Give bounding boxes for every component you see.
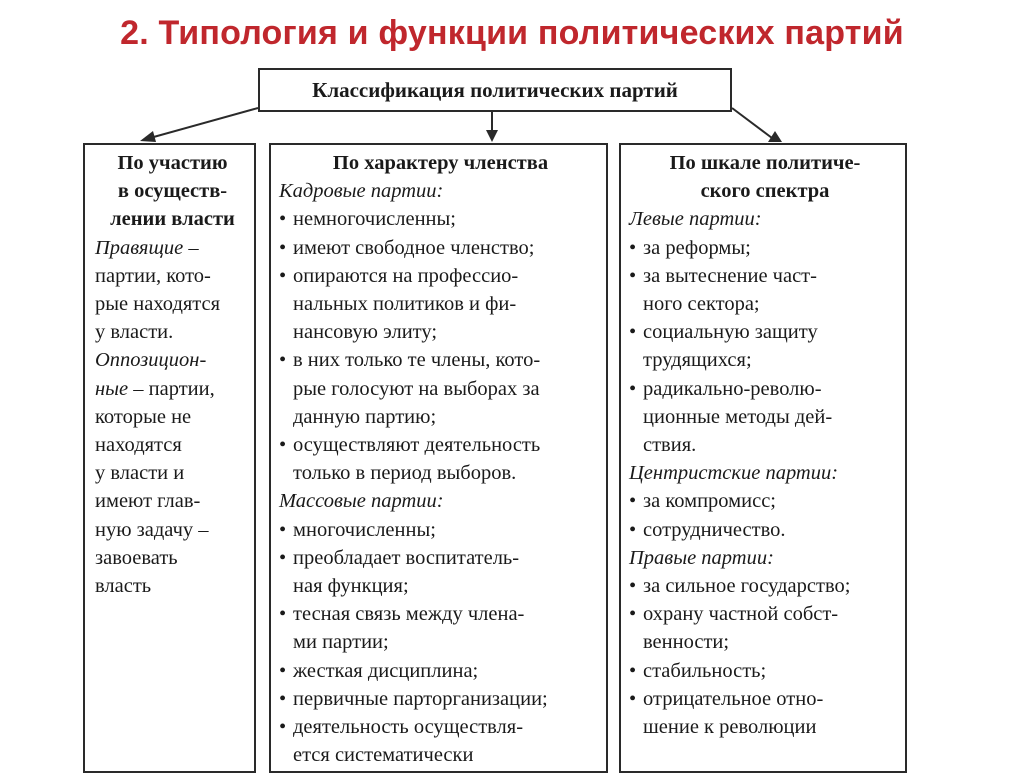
arrowhead-left-icon <box>140 131 156 142</box>
bullet-item: • за компромисс; <box>629 487 901 515</box>
bullet-item: • радикально-револю- <box>629 375 901 403</box>
arrow-right-icon <box>732 108 772 138</box>
column-heading <box>629 149 901 205</box>
bullet-item: • за сильное государство; <box>629 572 901 600</box>
bullet-item-continued: ется систематически <box>293 744 474 767</box>
bullet-item: • охрану частной собст- <box>629 600 901 628</box>
heading-line: ского спектра <box>700 180 830 203</box>
bullet-item: • за реформы; <box>629 234 901 262</box>
bullet-item: • за вытеснение част- <box>629 262 901 290</box>
bullet-item-continued: венности; <box>643 631 730 654</box>
bullet-item-continued: нальных политиков и фи- <box>293 293 517 316</box>
text-line: находятся <box>95 434 182 457</box>
bullet-item: • жесткая дисциплина; <box>279 657 602 685</box>
column-heading: По характеру членства <box>332 152 549 174</box>
centrist-list <box>629 487 901 543</box>
column-membership <box>269 143 608 773</box>
slide-title: 2. Типология и функции политических партий <box>120 14 904 52</box>
bullet-item: • имеют свободное членство; <box>279 234 602 262</box>
ruling-dash: – <box>183 236 199 259</box>
text-line: рые находятся <box>95 293 221 316</box>
category-right-parties: Правые партии: <box>629 546 774 569</box>
bullet-item-continued: нансовую элиту; <box>293 321 438 344</box>
cadre-list <box>279 205 602 487</box>
bullet-item-continued: ционные методы дей- <box>643 405 833 428</box>
category-left-parties: Левые партии: <box>629 208 762 231</box>
root-label: Классификация политических партий <box>312 77 678 102</box>
text-line: ную задачу – <box>95 518 209 541</box>
bullet-item: • многочисленны; <box>279 516 602 544</box>
bullet-item: • стабильность; <box>629 657 901 685</box>
left-list <box>629 234 901 460</box>
category-ruling: Правящие <box>95 236 184 259</box>
bullet-item-continued: ми партии; <box>293 631 389 654</box>
text-line: у власти и <box>95 462 185 485</box>
bullet-item: • сотрудничество. <box>629 516 901 544</box>
heading-line: По шкале политиче- <box>669 152 861 174</box>
category-opposition: Оппозицион- <box>95 349 207 372</box>
heading-line: По участию <box>117 152 228 174</box>
bullet-item-continued: ная функция; <box>293 575 409 598</box>
bullet-item-continued: ствия. <box>643 434 697 457</box>
bullet-item: • опираются на профессио- <box>279 262 602 290</box>
opposition-line <box>95 375 250 403</box>
text-line: имеют глав- <box>95 490 201 513</box>
column-power-participation <box>83 143 256 773</box>
bullet-item: • тесная связь между члена- <box>279 600 602 628</box>
arrowhead-down-icon <box>486 130 498 142</box>
text-line: завоевать <box>95 546 178 569</box>
bullet-item: • деятельность осуществля- <box>279 713 602 741</box>
bullet-item-continued: рые голосуют на выборах за <box>293 377 540 400</box>
category-centrist-parties: Центристские партии: <box>629 462 839 485</box>
bullet-item: • социальную защиту <box>629 318 901 346</box>
bullet-item: • первичные парторганизации; <box>279 685 602 713</box>
bullet-item-continued: данную партию; <box>293 405 437 428</box>
heading-line: лении власти <box>110 208 235 231</box>
right-list <box>629 572 901 741</box>
bullet-item: • в них только те члены, кото- <box>279 346 602 374</box>
bullet-item: • преобладает воспитатель- <box>279 544 602 572</box>
column-heading <box>95 149 250 234</box>
bullet-item-continued: ного сектора; <box>643 293 760 316</box>
ruling-line <box>95 234 250 262</box>
bullet-item: • отрицательное отно- <box>629 685 901 713</box>
arrow-left-icon <box>150 108 258 138</box>
opposition-text: – партии, <box>128 377 215 400</box>
bullet-item: • немногочисленны; <box>279 205 602 233</box>
text-line: у власти. <box>95 321 174 344</box>
mass-list <box>279 516 602 770</box>
bullet-item-continued: только в период выборов. <box>293 462 517 485</box>
bullet-item-continued: трудящихся; <box>643 349 752 372</box>
bullet-item: • осуществляют деятельность <box>279 431 602 459</box>
bullet-item-continued: шение к революции <box>643 716 817 739</box>
text-line: партии, кото- <box>95 264 211 287</box>
heading-line: в осуществ- <box>117 180 228 203</box>
category-mass-parties: Массовые партии: <box>279 490 444 513</box>
category-opposition-end: ные <box>95 377 129 400</box>
category-cadre-parties: Кадровые партии: <box>279 180 444 203</box>
text-line: которые не <box>95 405 192 428</box>
text-line: власть <box>95 575 152 598</box>
column-political-spectrum <box>619 143 907 773</box>
